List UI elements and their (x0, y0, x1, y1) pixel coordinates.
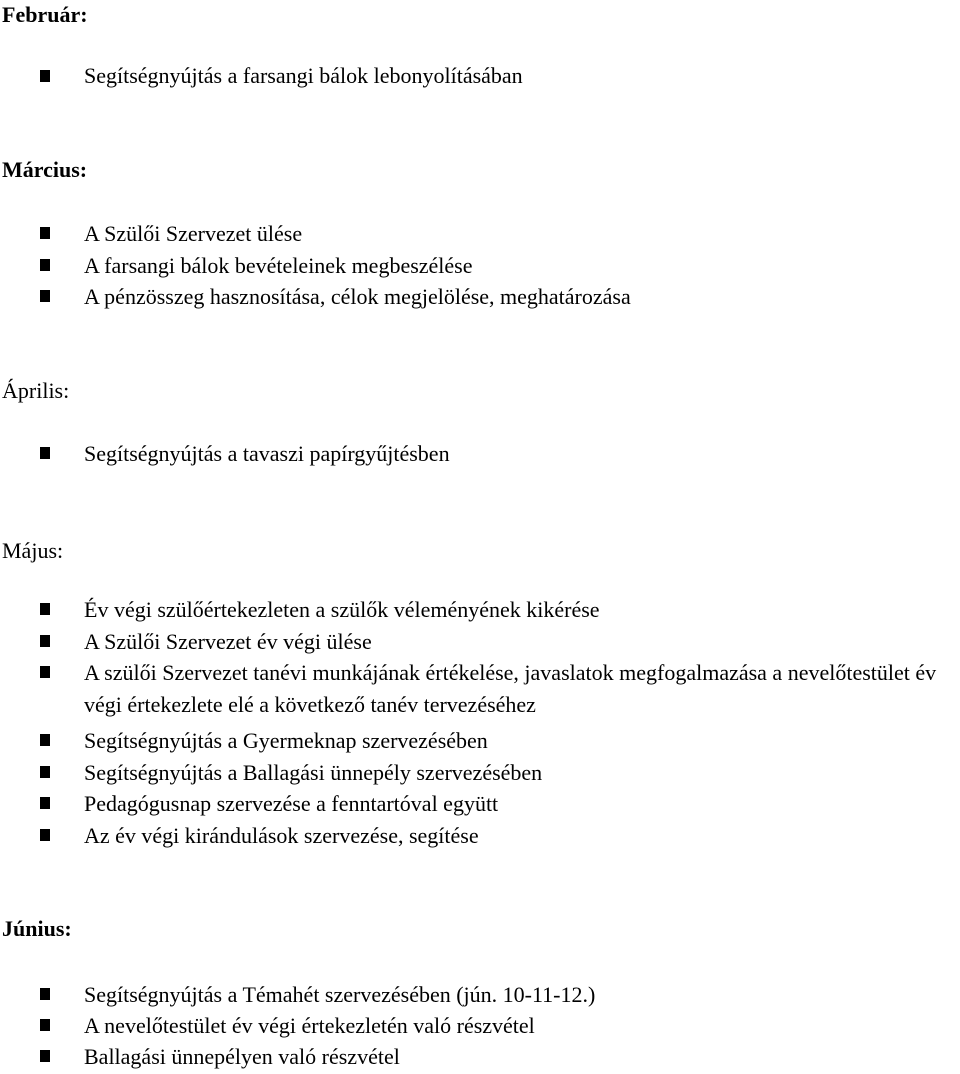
list-item: Segítségnyújtás a Ballagási ünnepély szervezésében (84, 760, 543, 785)
bullet-icon (40, 1050, 50, 1062)
section-title-aprilis: Április: (2, 378, 70, 403)
bullet-icon (40, 766, 50, 778)
list-item: A Szülői Szervezet év végi ülése (84, 629, 372, 654)
section-title-majus: Május: (2, 538, 64, 563)
bullet-icon (40, 635, 50, 647)
list-item: Segítségnyújtás a tavaszi papírgyűjtésben (84, 441, 450, 466)
bullet-icon (40, 1019, 50, 1031)
list-item: Az év végi kirándulások szervezése, segítése (84, 823, 479, 848)
bullet-icon (40, 797, 50, 809)
list-item: A nevelőtestület év végi értekezletén való részvétel (84, 1013, 535, 1038)
section-title-junius: Június: (2, 916, 72, 941)
bullet-icon (40, 603, 50, 615)
section-title-marcius: Március: (2, 157, 88, 182)
list-item: Segítségnyújtás a farsangi bálok lebonyolításában (84, 63, 523, 88)
list-item: Segítségnyújtás a Gyermeknap szervezésében (84, 728, 488, 753)
bullet-icon (40, 447, 50, 459)
bullet-icon (40, 829, 50, 841)
list-item: A farsangi bálok bevételeinek megbeszélése (84, 253, 473, 278)
list-item: A szülői Szervezet tanévi munkájának értékelése, javaslatok megfogalmazása a nevelőtestület év végi értekezlete elé a következő tanév tervezéséhez (84, 660, 937, 717)
list-item: A pénzösszeg hasznosítása, célok megjelölése, meghatározása (84, 284, 631, 309)
bullet-icon (40, 259, 50, 271)
section-title-februar: Február: (2, 2, 88, 27)
list-item: Pedagógusnap szervezése a fenntartóval együtt (84, 791, 499, 816)
list-item: Ballagási ünnepélyen való részvétel (84, 1044, 400, 1069)
bullet-icon (40, 227, 50, 239)
list-item: Év végi szülőértekezleten a szülők véleményének kikérése (84, 597, 600, 622)
bullet-icon (40, 734, 50, 746)
list-item: A Szülői Szervezet ülése (84, 221, 303, 246)
bullet-icon (40, 988, 50, 1000)
bullet-icon (40, 290, 50, 302)
bullet-icon (40, 666, 50, 678)
list-item: Segítségnyújtás a Témahét szervezésében (jún. 10-11-12.) (84, 982, 596, 1007)
bullet-icon (40, 70, 50, 82)
